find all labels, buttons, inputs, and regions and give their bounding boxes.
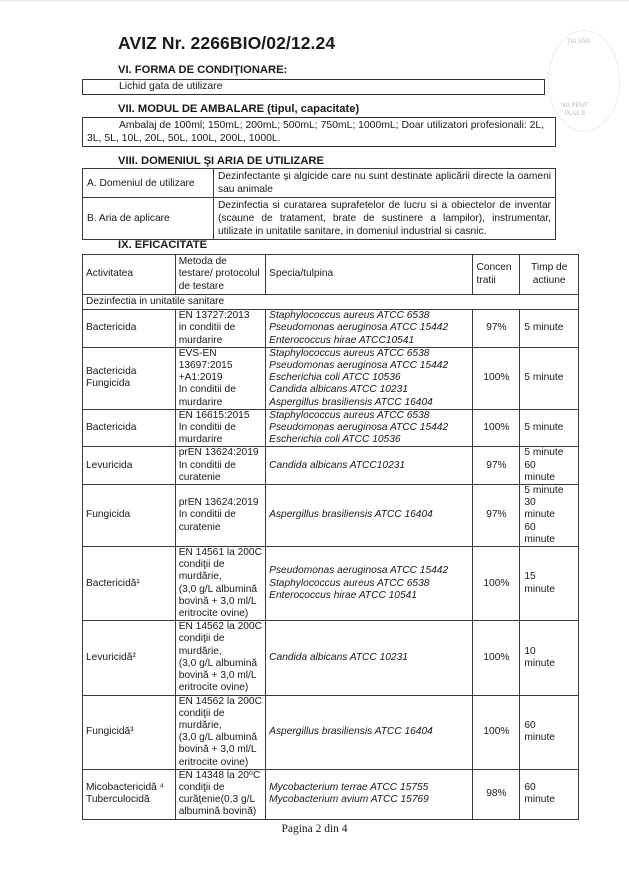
activity-line: Micobactericidă ⁴ [86,781,164,793]
time-line: minute [524,471,555,483]
method-cell [175,695,265,769]
activity-line: Bactericida [86,422,137,434]
species-line: Aspergillus brasiliensis ATCC 16404 [269,396,433,408]
table-row [83,485,579,547]
activity-line: Fungicidă³ [86,726,134,737]
method-line: EN 14561 la 200C [178,547,262,559]
section-vi-heading: VI. FORMA DE CONDIŢIONARE: [118,64,288,76]
method-cell [175,447,265,485]
section-viii-heading: VIII. DOMENIUL ŞI ARIA DE UTILIZARE [118,155,324,167]
concentration-cell: 97% [473,485,520,547]
section-vii-heading: VII. MODUL DE AMBALARE (tipul, capacitate) [118,103,360,115]
species-line: Enterococcus hirae ATCC10541 [269,334,415,346]
table-row [83,547,579,621]
official-stamp [548,30,620,132]
section-vi-value: Lichid gata de utilizare [119,81,223,92]
method-cell [175,621,265,695]
time-line: 60 [524,521,536,533]
species-line: Pseudomonas aeruginosa ATCC 15442 [269,360,449,372]
section-vii-box [82,117,556,147]
concentration-cell: 100% [473,347,520,409]
species-line: Mycobacterium terrae ATCC 15755 [269,781,429,793]
method-line: bovină + 3,0 ml/L [178,670,257,682]
page-top-shadow [0,0,629,3]
method-line: murdarire [178,396,223,408]
activity-cell [83,347,176,409]
activity-cell [83,769,176,819]
species-line: Staphylococcus aureus ATCC 6538 [269,347,430,359]
method-line: bovină + 3,0 ml/L [178,744,257,756]
method-line: In conditii de [178,509,236,521]
method-cell [175,769,265,819]
species-line: Enterococcus hirae ATCC 10541 [269,589,417,601]
activity-line: Fungicida [86,509,131,521]
table-row [83,198,556,240]
time-cell [520,547,579,621]
method-cell [175,347,265,409]
species-line: Staphylococcus aureus ATCC 6538 [269,577,430,589]
time-cell [520,485,579,547]
species-cell [266,347,473,409]
time-line: 30 [524,497,536,509]
method-line: in conditii de [178,322,236,334]
column-header-activity: Activitatea [83,255,176,295]
species-line: Staphylococcus aureus ATCC 6538 [269,409,430,421]
concentration-cell: 97% [473,447,520,485]
activity-cell [83,695,176,769]
time-line: minute [524,732,555,744]
group-row [83,295,579,310]
packaging-line-1: Ambalaj de 100ml; 150mL; 200mL; 500mL; 750mL; 1000mL; Doar utilizatori profesionali: 2L, [119,120,545,131]
activity-line: Levuricida [86,459,133,471]
method-cell [175,409,265,447]
method-line: (3,0 g/L albumină [178,657,258,669]
time-line: 5 minute [524,372,564,384]
method-cell [175,485,265,547]
table-row [83,621,579,695]
table-row [83,695,579,769]
method-line: bovină + 3,0 ml/L [178,595,257,607]
concentration-cell: 100% [473,621,520,695]
species-cell [266,695,473,769]
time-line: minute [524,657,555,669]
method-line: condiţii de [178,559,225,571]
concentration-cell: 98% [473,769,520,819]
species-line: Aspergillus brasiliensis ATCC 16404 [269,509,433,521]
method-line: eritrocite ovine) [178,608,249,620]
method-line: In conditii de [178,384,236,396]
time-cell [520,769,579,819]
activity-line: Fungicida [86,378,131,390]
activity-line: Tuberculocidă [86,794,150,806]
method-line: prEN 13624:2019 [178,497,259,509]
efficacy-table [82,254,579,820]
method-line: curatenie [178,521,221,533]
column-header-time: Timp de actiune [520,255,579,295]
activity-cell [83,447,176,485]
concentration-cell: 97% [473,310,520,348]
table-row [83,447,579,485]
method-line: In conditii de [178,459,236,471]
method-line: condiţii de [178,633,225,645]
table-row [83,169,556,198]
method-cell [175,547,265,621]
species-cell [266,447,473,485]
species-line: Mycobacterium avium ATCC 15769 [269,794,429,806]
method-line: curăţenie(0,3 g/L [178,794,256,806]
method-line: (3,0 g/L albumină [178,583,258,595]
time-line: 5 minute [524,447,564,459]
species-line: Candida albicans ATCC 10231 [269,384,408,396]
method-line: EN 14348 la 20⁰C [178,769,261,781]
time-cell [520,409,579,447]
usage-value: Dezinfectia si curatarea suprafetelor de lucru si a obiectelor de inventar (scaune de tratament, brate de sustinere a lampilor), instrumentar, utilizate in unitatile sanitare, in domeniul industrial si casnic. [214,198,556,240]
method-line: eritrocite ovine) [178,756,249,768]
method-line: EN 14562 la 200C [178,695,262,707]
table-row [83,310,579,348]
method-line: EN 14562 la 200C [178,621,262,633]
usage-key: A. Domeniul de utilizare [83,169,214,198]
method-line: murdărie, [178,719,222,731]
method-line: EN 16615:2015 [178,409,250,421]
method-line: EN 13727:2013 [178,310,250,322]
method-line: murdărie, [178,645,222,657]
time-line: 10 [524,645,536,657]
activity-cell [83,485,176,547]
time-cell [520,695,579,769]
method-line: EVS-EN [178,347,217,359]
species-line: Escherichia coli ATCC 10536 [269,434,401,446]
species-line: Candida albicans ATCC10231 [269,459,406,471]
species-cell [266,485,473,547]
time-line: 60 [524,459,536,471]
species-cell [266,547,473,621]
activity-cell [83,310,176,348]
time-line: 5 minute [524,422,564,434]
stamp-text-bottom: PLUL S [565,111,586,117]
species-line: Candida albicans ATCC 10231 [269,651,408,663]
method-line: eritrocite ovine) [178,682,249,694]
activity-cell [83,409,176,447]
species-line: Staphylococcus aureus ATCC 6538 [269,310,430,322]
document-title: AVIZ Nr. 2266BIO/02/12.24 [118,33,336,53]
time-line: 60 [524,781,536,793]
activity-line: Bactericidă¹ [86,577,140,589]
table-header-row [83,255,579,295]
method-cell [175,310,265,348]
activity-cell [83,547,176,621]
species-line: Pseudomonas aeruginosa ATCC 15442 [269,565,449,577]
time-cell [520,447,579,485]
stamp-text-side: NG PENT [561,103,588,109]
section-vi-box [82,79,545,95]
method-line: murdarire [178,434,223,446]
time-line: minute [524,533,555,545]
species-cell [266,769,473,819]
time-line: 5 minute [524,485,564,497]
method-line: condiţii de [178,781,225,793]
usage-key: B. Aria de aplicare [83,198,214,240]
time-line: 15 [524,571,536,583]
species-cell [266,621,473,695]
time-line: minute [524,509,555,521]
activity-line: Bactericida [86,322,137,334]
column-header-species: Specia/tulpina [266,255,473,295]
packaging-line-2: 3L, 5L, 10L, 20L, 50L, 100L, 200L, 1000L. [87,133,281,144]
time-cell [520,310,579,348]
method-line: (3,0 g/L albumină [178,732,258,744]
time-line: 60 [524,719,536,731]
method-line: albumină bovină) [178,806,257,818]
time-line: minute [524,583,555,595]
table-row [83,409,579,447]
usage-value: Dezinfectante și algicide care nu sunt destinate aplicării directe la oameni sau animale [214,169,556,198]
method-line: murdarire [178,334,223,346]
method-line: prEN 13624:2019 [178,447,259,459]
method-line: +A1:2019 [178,372,223,384]
page-number: Pagina 2 din 4 [281,823,348,835]
concentration-cell: 100% [473,409,520,447]
method-line: In conditii de [178,422,236,434]
activity-line: Levuricidă² [86,651,136,663]
concentration-cell: 100% [473,547,520,621]
species-line: Pseudomonas aeruginosa ATCC 15442 [269,422,449,434]
table-row [83,347,579,409]
species-line: Aspergillus brasiliensis ATCC 16404 [269,726,433,737]
species-line: Escherichia coli ATCC 10536 [269,372,401,384]
time-cell [520,621,579,695]
activity-line: Bactericida [86,366,137,378]
method-line: 13697:2015 [178,360,233,372]
section-ix-heading: IX. EFICACITATE [118,239,208,251]
stamp-text-top: ŢIA SĂN [567,39,591,45]
time-line: 5 minute [524,322,564,334]
table-row [83,769,579,819]
concentration-cell: 100% [473,695,520,769]
method-line: curatenie [178,471,221,483]
column-header-concentration: Concen tratii [473,255,520,295]
column-header-method: Metoda de testare/ protocolul de testare [175,255,265,295]
method-line: murdărie, [178,571,222,583]
time-line: minute [524,794,555,806]
species-cell [266,310,473,348]
time-cell [520,347,579,409]
activity-cell [83,621,176,695]
usage-domain-table [82,168,556,240]
group-label: Dezinfectia in unitatile sanitare [83,295,579,310]
species-line: Pseudomonas aeruginosa ATCC 15442 [269,322,449,334]
species-cell [266,409,473,447]
method-line: condiţii de [178,707,225,719]
